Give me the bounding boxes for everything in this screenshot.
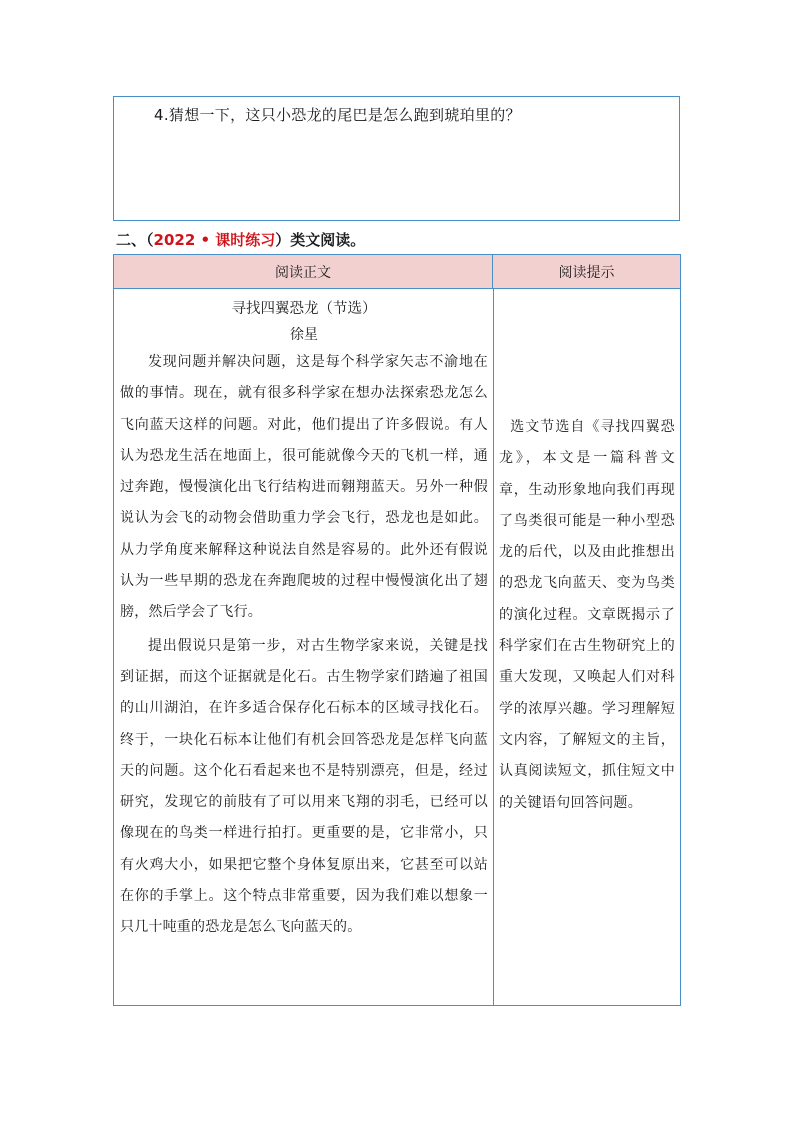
column-divider	[493, 289, 494, 1005]
article-paragraph-2: 提出假说只是第一步，对古生物学家来说，关键是找到证据，而这个证据就是化石。古生物学家们踏遍了祖国的山川湖泊，在许多适合保存化石标本的区域寻找化石。终于，一块化石标本让他们有机会回答恐龙是怎样飞向蓝天的问题。这个化石看起来也不是特别漂亮，但是，经过研究，发现它的前肢有了可以用来飞翔的羽毛，已经可以像现在的鸟类一样进行拍打。更重要的是，它非常小，只有火鸡大小，如果把它整个身体复原出来，它甚至可以站在你的手掌上。这个特点非常重要，因为我们难以想象一只几十吨重的恐龙是怎么飞向蓝天的。	[120, 637, 488, 936]
article-column	[120, 289, 488, 944]
header-reading-hint: 阅读提示	[493, 255, 680, 289]
reading-table	[113, 254, 681, 1006]
hint-text: 选文节选自《寻找四翼恐龙》，本文是一篇科普文章，生动形象地向我们再现了鸟类很可能是一种小型恐龙的后代，以及由此推想出的恐龙飞向蓝天、变为鸟类的演化过程。文章既揭示了科学家们在古生物研究上的重大发现，又唤起人们对科学的浓厚兴趣。学习理解短文内容，了解短文的主旨，认真阅读短文，抓住短文中的关键语句回答问题。	[499, 419, 675, 811]
section-heading	[116, 229, 365, 250]
article-title: 寻找四翼恐龙（节选）	[231, 301, 377, 317]
section-suffix: ）类文阅读。	[275, 231, 366, 249]
question-box	[113, 96, 680, 221]
section-source: 2022 • 课时练习	[153, 231, 276, 249]
article-author: 徐星	[290, 327, 318, 343]
header-reading-text: 阅读正文	[114, 255, 493, 289]
hint-column	[499, 412, 675, 819]
article-paragraph-1: 发现问题并解决问题，这是每个科学家矢志不渝地在做的事情。现在，就有很多科学家在想办法探索恐龙怎么飞向蓝天这样的问题。对此，他们提出了许多假说。有人认为恐龙生活在地面上，很可能就像今天的飞机一样，通过奔跑，慢慢演化出飞行结构进而翱翔蓝天。另外一种假说认为会飞的动物会借助重力学会飞行，恐龙也是如此。从力学角度来解释这种说法自然是容易的。此外还有假说认为一些早期的恐龙在奔跑爬坡的过程中慢慢演化出了翅膀，然后学会了飞行。	[120, 354, 488, 621]
question-text: 4.猜想一下，这只小恐龙的尾巴是怎么跑到琥珀里的？	[154, 106, 521, 124]
section-prefix: 二、（	[116, 231, 154, 249]
